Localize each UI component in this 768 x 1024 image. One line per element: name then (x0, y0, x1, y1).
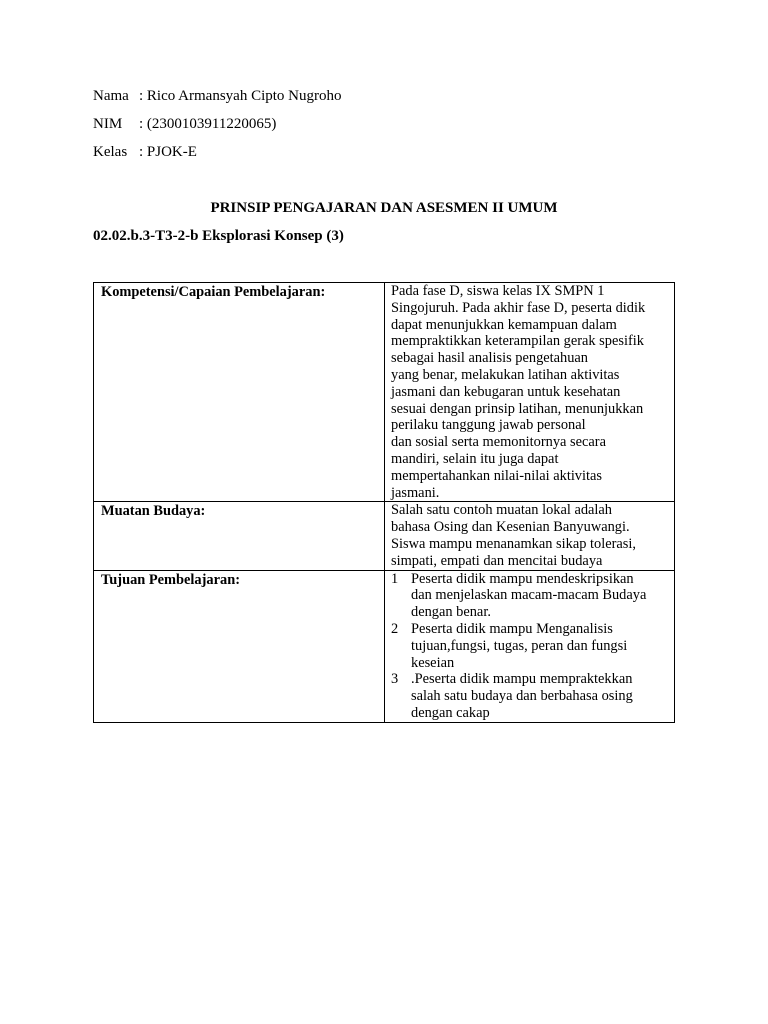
objective-number: 3 (391, 671, 399, 688)
objective-item (391, 571, 670, 621)
objective-line: .Peserta didik mampu mempraktekkan (411, 671, 633, 688)
culture-label: Muatan Budaya: (94, 502, 385, 570)
document-subtitle: 02.02.b.3-T3-2-b Eksplorasi Konsep (3) (93, 228, 344, 244)
competency-line: perilaku tanggung jawab personal (391, 417, 586, 434)
objective-line: dengan cakap (411, 704, 490, 721)
objective-item (391, 621, 670, 671)
culture-line: Salah satu contoh muatan lokal adalah (391, 502, 612, 519)
competency-line: mempertahankan nilai-nilai aktivitas (391, 467, 602, 484)
class-value: : PJOK-E (139, 144, 197, 160)
objective-line: Peserta didik mampu mendeskripsikan (411, 570, 634, 587)
competency-line: sebagai hasil analisis pengetahuan (391, 350, 589, 367)
objective-line: tujuan,fungsi, tugas, peran dan fungsi (411, 637, 628, 654)
name-value: : Rico Armansyah Cipto Nugroho (139, 88, 342, 104)
objective-number: 2 (391, 620, 399, 637)
objective-line: keseian (411, 654, 455, 671)
objectives-row (94, 570, 675, 722)
competency-line: yang benar, melakukan latihan aktivitas (391, 366, 620, 383)
student-id-row (93, 115, 276, 133)
learning-table (93, 282, 675, 723)
competency-line: mandiri, selain itu juga dapat (391, 450, 559, 467)
objective-item (391, 671, 670, 721)
objective-line: dengan benar. (411, 604, 491, 621)
objective-line: dan menjelaskan macam-macam Budaya (411, 587, 647, 604)
culture-line: Siswa mampu menanamkan sikap tolerasi, (391, 535, 636, 552)
name-label: Nama (93, 88, 129, 104)
document-title: PRINSIP PENGAJARAN DAN ASESMEN II UMUM (210, 200, 558, 216)
objectives-label: Tujuan Pembelajaran: (94, 570, 385, 722)
objectives-list (391, 571, 670, 722)
objective-line: Peserta didik mampu Menganalisis (411, 620, 613, 637)
student-name-row (93, 87, 342, 105)
objective-number: 1 (391, 570, 399, 587)
class-label: Kelas (93, 144, 128, 160)
culture-line: simpati, empati dan mencitai budaya (391, 552, 603, 569)
culture-line: bahasa Osing dan Kesenian Banyuwangi. (391, 519, 630, 536)
student-class-row (93, 143, 197, 161)
competency-row (94, 283, 675, 502)
competency-line: jasmani. (391, 484, 440, 501)
nim-label: NIM (93, 116, 123, 132)
competency-label: Kompetensi/Capaian Pembelajaran: (94, 283, 385, 502)
competency-line: jasmani dan kebugaran untuk kesehatan (391, 383, 621, 400)
culture-text (385, 502, 675, 570)
competency-line: mempraktikkan keterampilan gerak spesifik (391, 333, 644, 350)
objective-line: salah satu budaya dan berbahasa osing (411, 688, 633, 705)
competency-line: Pada fase D, siswa kelas IX SMPN 1 (391, 283, 605, 299)
competency-line: sesuai dengan prinsip latihan, menunjukkan (391, 400, 644, 417)
nim-value: : (2300103911220065) (139, 116, 277, 132)
competency-line: dan sosial serta memonitornya secara (391, 434, 606, 451)
competency-line: dapat menunjukkan kemampuan dalam (391, 316, 617, 333)
culture-row (94, 502, 675, 570)
competency-line: Singojuruh. Pada akhir fase D, peserta didik (391, 299, 646, 316)
objectives-list-cell (385, 570, 675, 722)
competency-text (385, 283, 675, 502)
